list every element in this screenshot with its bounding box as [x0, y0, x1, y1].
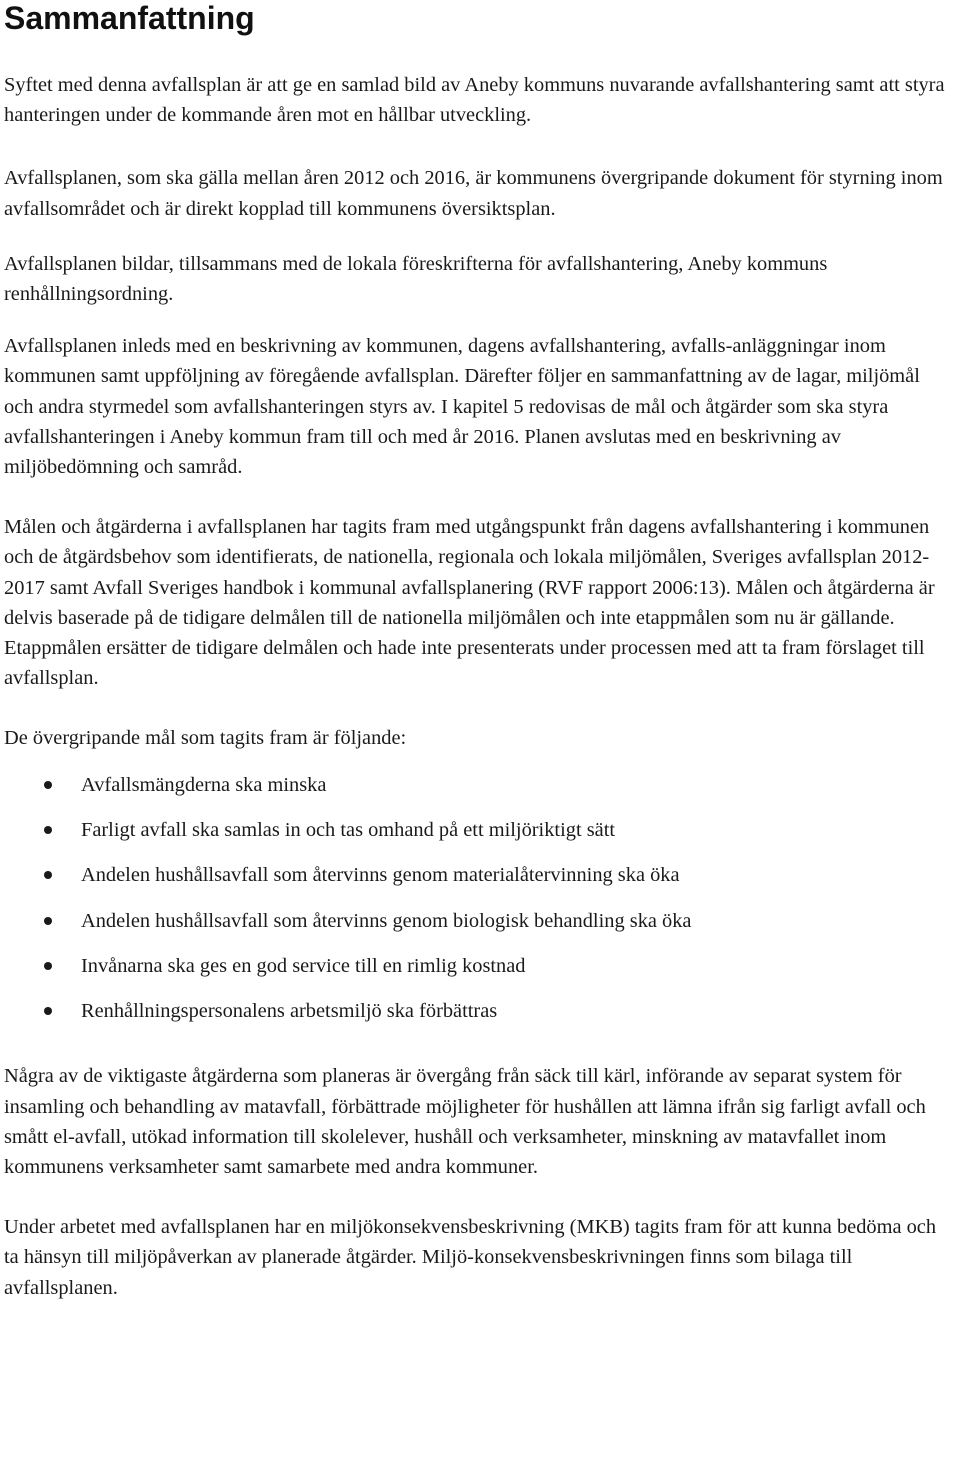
- goal-text: Andelen hushållsavfall som återvinns genom materialåtervinning ska öka: [81, 864, 680, 887]
- bullet-icon: [44, 826, 52, 834]
- list-item: [4, 770, 954, 815]
- paragraph-key-measures: Några av de viktigaste åtgärderna som planeras är övergång från säck till kärl, införande av separat system för insamling och behandling av matavfall, förbättrade möjligheter för hushållen att lämna ifrån sig farligt avfall och smått el-avfall, utökad information till skolelever, hushåll och verksamheter, minskning av matavfallet inom kommunens verksamheter samt samarbete med andra kommuner.: [4, 1065, 926, 1179]
- list-item: [4, 815, 954, 860]
- goal-text: Invånarna ska ges en god service till en rimlig kostnad: [81, 954, 526, 977]
- paragraph-goals-basis: Målen och åtgärderna i avfallsplanen har tagits fram med utgångspunkt från dagens avfallshantering i kommunen och de åtgärdsbehov som identifierats, de nationella, regionala och lokala miljömålen, Sveriges avfallsplan 2012-2017 samt Avfall Sveriges handbok i kommunal avfallsplanering (RVF rapport 2006:13). Målen och åtgärderna är delvis baserade på de tidigare delmålen till de nationella miljömålen och inte etappmålen som nu är gällande. Etappmålen ersätter de tidigare delmålen och hade inte presenterats under processen med att ta fram förslaget till avfallsplan.: [4, 516, 935, 690]
- goals-list: [4, 770, 954, 1042]
- goal-text: Andelen hushållsavfall som återvinns genom biologisk behandling ska öka: [81, 909, 692, 932]
- list-item: [4, 860, 954, 905]
- bullet-icon: [44, 871, 52, 879]
- paragraph-structure: Avfallsplanen inleds med en beskrivning av kommunen, dagens avfallshantering, avfalls-anläggningar inom kommunen samt uppföljning av föregående avfallsplan. Därefter följer en sammanfattning av de lagar, miljömål och andra styrmedel som avfallshanteringen styrs av. I kapitel 5 redovisas de mål och åtgärder som ska styra avfallshanteringen i Aneby kommun fram till och med år 2016. Planen avslutas med en beskrivning av miljöbedömning och samråd.: [4, 335, 920, 479]
- list-item: [4, 906, 954, 951]
- goal-text: Avfallsmängderna ska minska: [81, 773, 327, 796]
- paragraph-renhallningsordning: Avfallsplanen bildar, tillsammans med de lokala föreskrifterna för avfallshantering, Aneby kommuns renhållningsordning.: [4, 252, 828, 306]
- paragraph-goals-intro: De övergripande mål som tagits fram är följande:: [4, 727, 407, 750]
- list-item: [4, 951, 954, 996]
- paragraph-scope: Avfallsplanen, som ska gälla mellan åren 2012 och 2016, är kommunens övergripande dokument för styrning inom avfallsområdet och är direkt kopplad till kommunens översiktsplan.: [4, 167, 943, 220]
- goal-text: Farligt avfall ska samlas in och tas omhand på ett miljöriktigt sätt: [81, 818, 616, 841]
- goal-text: Renhållningspersonalens arbetsmiljö ska förbättras: [81, 1000, 498, 1023]
- page-title: Sammanfattning: [4, 0, 255, 36]
- list-item: [4, 996, 954, 1041]
- bullet-icon: [44, 962, 52, 970]
- paragraph-mkb: Under arbetet med avfallsplanen har en miljökonsekvensbeskrivning (MKB) tagits fram för att kunna bedöma och ta hänsyn till miljöpåverkan av planerade åtgärder. Miljö-konsekvensbeskrivningen finns som bilaga till avfallsplanen.: [4, 1216, 937, 1299]
- bullet-icon: [44, 1007, 52, 1015]
- bullet-icon: [44, 917, 52, 925]
- paragraph-purpose: Syftet med denna avfallsplan är att ge en samlad bild av Aneby kommuns nuvarande avfallshantering samt att styra hanteringen under de kommande åren mot en hållbar utveckling.: [4, 74, 945, 127]
- bullet-icon: [44, 781, 52, 789]
